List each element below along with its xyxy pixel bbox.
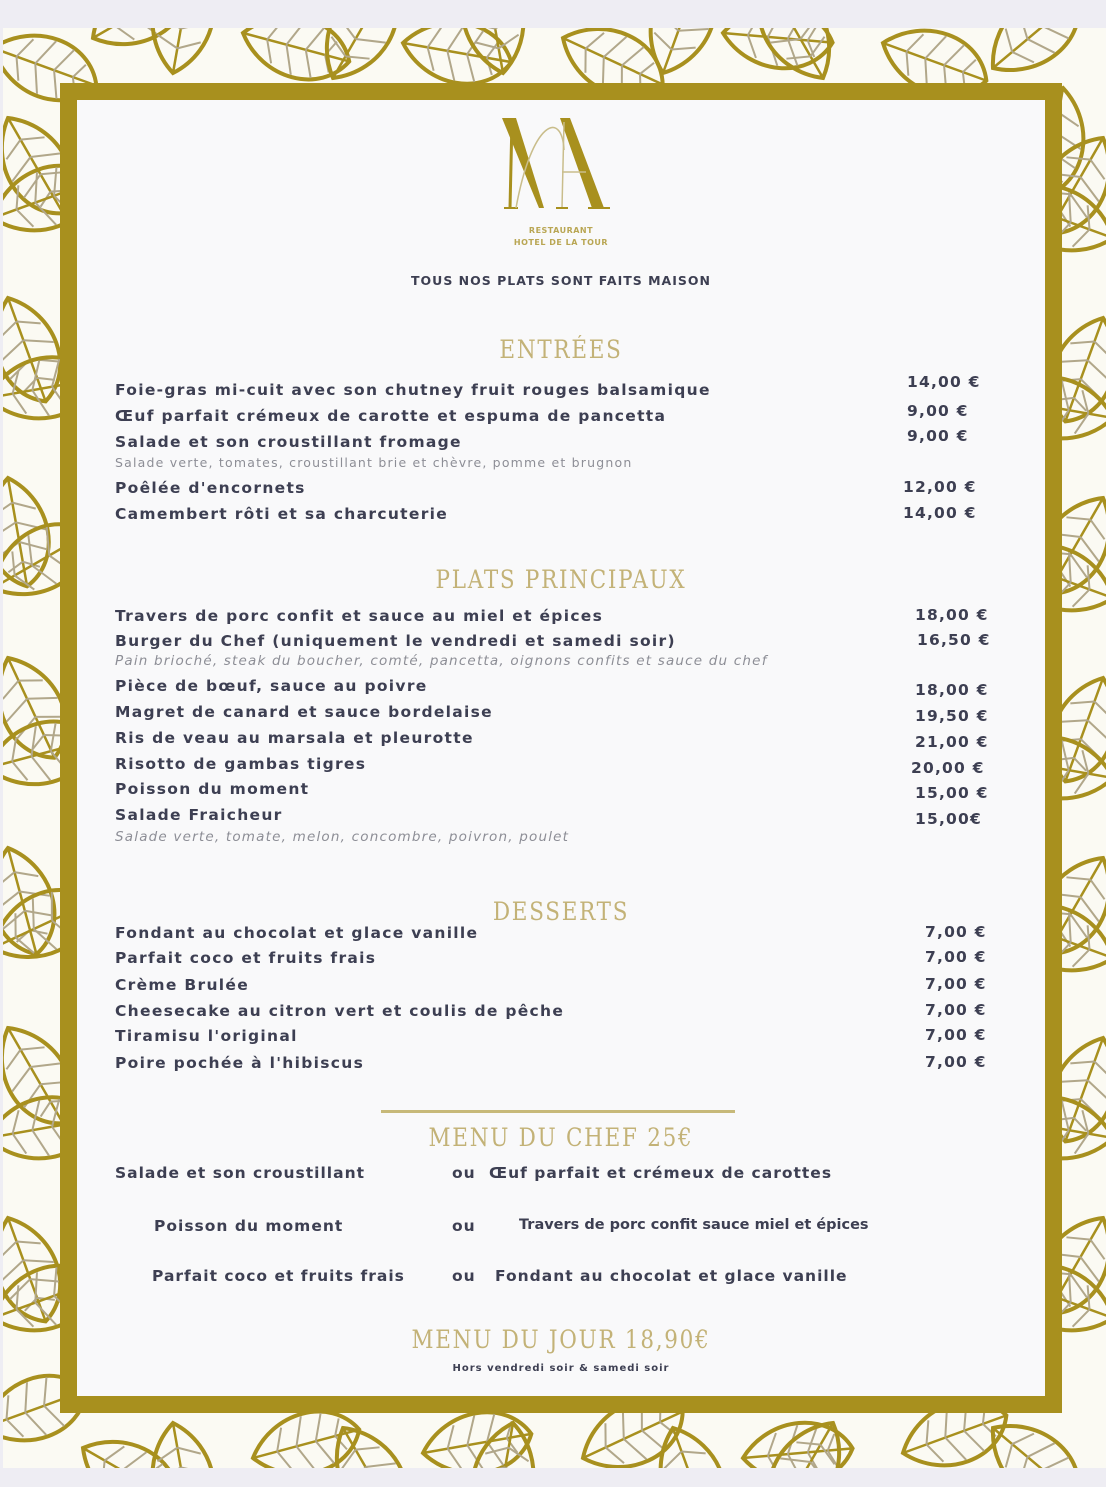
menu-item — [115, 432, 1005, 452]
menu-item — [115, 805, 1005, 825]
menu-item — [115, 975, 1005, 995]
item-name: Burger du Chef (uniquement le vendredi et samedi soir) — [115, 632, 676, 650]
item-price: 7,00 € — [925, 923, 987, 941]
brand-hotel: HOTEL DE LA TOUR — [513, 238, 609, 247]
combo-right: Fondant au chocolat et glace vanille — [495, 1267, 848, 1285]
menu-item — [115, 631, 1005, 651]
item-name: Risotto de gambas tigres — [115, 755, 367, 773]
item-name: Magret de canard et sauce bordelaise — [115, 703, 493, 721]
item-price: 15,00 € — [915, 784, 989, 802]
section-title-desserts: DESSERTS — [492, 897, 630, 926]
menu-item — [115, 676, 1005, 696]
item-price: 7,00 € — [925, 1001, 987, 1019]
menu-item — [115, 728, 1005, 748]
combo-left: Parfait coco et fruits frais — [152, 1267, 405, 1285]
menu-item — [115, 779, 1005, 799]
item-price: 20,00 € — [911, 759, 985, 777]
item-name: Tiramisu l'original — [115, 1027, 298, 1045]
item-name: Parfait coco et fruits frais — [115, 949, 377, 967]
ma-logo-icon — [482, 110, 642, 220]
item-name: Camembert rôti et sa charcuterie — [115, 505, 449, 523]
menu-item — [115, 504, 1005, 524]
section-title-entrees: ENTRÉES — [499, 335, 623, 364]
menu-item — [115, 1001, 1005, 1021]
item-price: 7,00 € — [925, 948, 987, 966]
combo-or: ou — [452, 1217, 476, 1235]
item-name: Pièce de bœuf, sauce au poivre — [115, 677, 428, 695]
combo-right: Travers de porc confit sauce miel et épices — [519, 1217, 869, 1233]
item-price: 15,00€ — [915, 810, 983, 828]
item-price: 14,00 € — [903, 504, 977, 522]
menu-item — [115, 702, 1005, 722]
item-price: 21,00 € — [915, 733, 989, 751]
item-name: Ris de veau au marsala et pleurotte — [115, 729, 474, 747]
combo-left: Salade et son croustillant — [115, 1164, 366, 1182]
item-price: 7,00 € — [925, 1026, 987, 1044]
menu-item — [115, 923, 1005, 943]
menu-item — [115, 406, 1005, 426]
tagline: TOUS NOS PLATS SONT FAITS MAISON — [411, 273, 711, 288]
item-price: 16,50 € — [917, 631, 991, 649]
menu-jour-note: Hors vendredi soir & samedi soir — [452, 1363, 670, 1374]
menu-item — [115, 606, 1005, 626]
item-name: Œuf parfait crémeux de carotte et espuma de pancetta — [115, 407, 667, 425]
item-price: 12,00 € — [903, 478, 977, 496]
item-name: Cheesecake au citron vert et coulis de pêche — [115, 1002, 565, 1020]
item-price: 14,00 € — [907, 373, 981, 391]
section-title-menu-jour: MENU DU JOUR 18,90€ — [411, 1325, 711, 1354]
item-price: 19,50 € — [915, 707, 989, 725]
item-name: Fondant au chocolat et glace vanille — [115, 924, 479, 942]
item-name: Travers de porc confit et sauce au miel et épices — [115, 607, 604, 625]
item-price: 9,00 € — [907, 402, 969, 420]
menu-content — [77, 100, 1045, 1396]
item-name: Poisson du moment — [115, 780, 310, 798]
item-name: Foie-gras mi-cuit avec son chutney fruit rouges balsamique — [115, 381, 711, 399]
item-price: 9,00 € — [907, 427, 969, 445]
item-name: Salade et son croustillant fromage — [115, 433, 462, 451]
menu-item — [115, 948, 1005, 968]
menu-item — [115, 1053, 1005, 1073]
menu-page — [3, 28, 1106, 1468]
item-description: Pain brioché, steak du boucher, comté, pancetta, oignons confits et sauce du chef — [115, 653, 768, 669]
item-description: Salade verte, tomates, croustillant brie et chèvre, pomme et brugnon — [115, 455, 633, 470]
item-price: 18,00 € — [915, 681, 989, 699]
item-name: Poire pochée à l'hibiscus — [115, 1054, 365, 1072]
menu-item — [115, 1026, 1005, 1046]
section-title-plats: PLATS PRINCIPAUX — [435, 565, 687, 594]
section-title-menu-chef: MENU DU CHEF 25€ — [428, 1123, 694, 1152]
item-description: Salade verte, tomate, melon, concombre, poivron, poulet — [115, 829, 570, 845]
combo-or: ou — [452, 1164, 476, 1182]
brand-restaurant: RESTAURANT — [528, 226, 594, 235]
combo-right: Œuf parfait et crémeux de carottes — [489, 1164, 833, 1182]
item-name: Salade Fraicheur — [115, 806, 283, 824]
combo-or: ou — [452, 1267, 476, 1285]
item-price: 18,00 € — [915, 606, 989, 624]
divider — [381, 1110, 735, 1113]
menu-item — [115, 754, 1005, 774]
item-name: Crème Brulée — [115, 976, 250, 994]
menu-item — [115, 478, 1005, 498]
gold-frame — [60, 83, 1062, 1413]
item-name: Poêlée d'encornets — [115, 479, 306, 497]
menu-item — [115, 380, 1005, 400]
item-price: 7,00 € — [925, 1053, 987, 1071]
combo-left: Poisson du moment — [154, 1217, 344, 1235]
item-price: 7,00 € — [925, 975, 987, 993]
